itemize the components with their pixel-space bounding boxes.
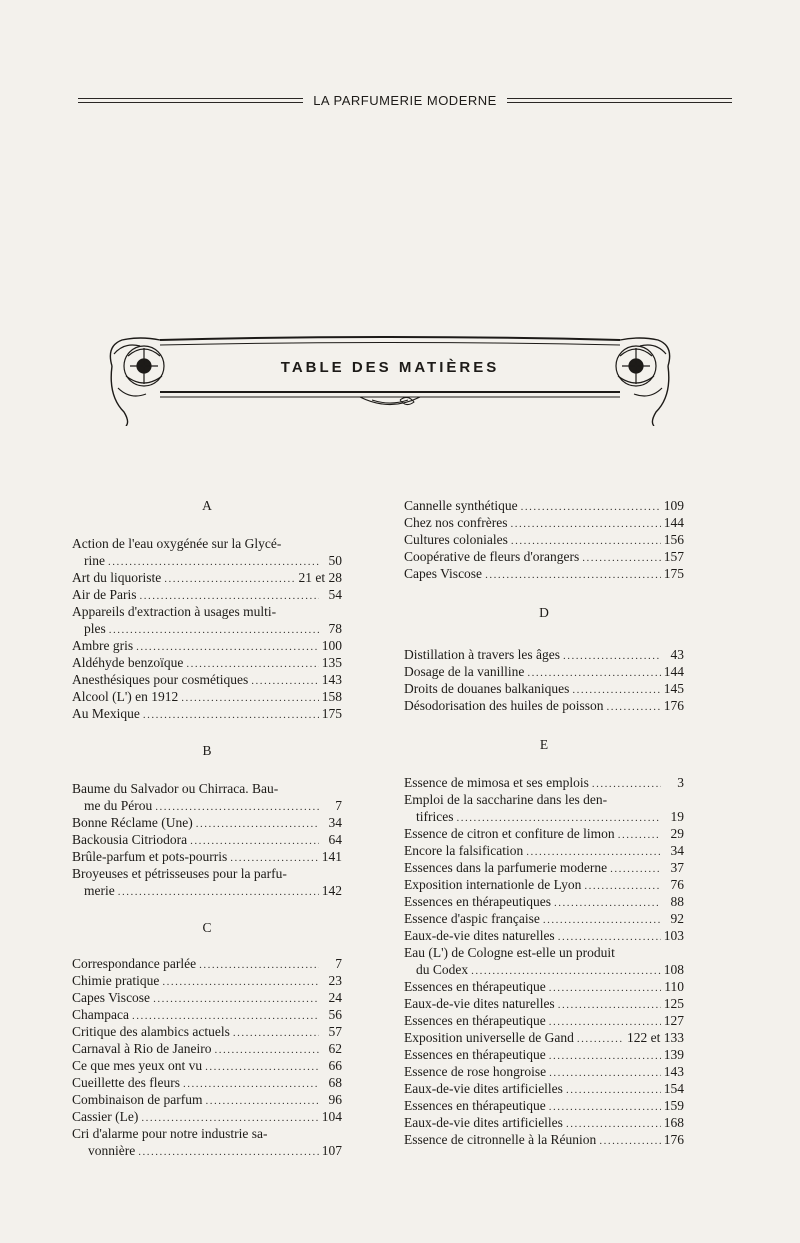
left-double-rule <box>78 98 303 103</box>
right-double-rule <box>507 98 732 103</box>
toc-entry: tifrices ..... 19 <box>404 808 684 825</box>
section-letter-d: D <box>539 605 549 620</box>
toc-entry: Cassier (Le) ..... 104 <box>72 1108 342 1125</box>
toc-entry: Exposition internationle de Lyon ..... 76 <box>404 876 684 893</box>
toc-entry: Essences dans la parfumerie moderne ..... 37 <box>404 859 684 876</box>
toc-entry: Chez nos confrères ..... 144 <box>404 514 684 531</box>
toc-entry: Essence de citron et confiture de limon ..... 29 <box>404 825 684 842</box>
toc-entry: Essence de rose hongroise ..... 143 <box>404 1063 684 1080</box>
toc-entry: Correspondance parlée ..... 7 <box>72 955 342 972</box>
toc-entry: Au Mexique ..... 175 <box>72 705 342 722</box>
toc-entry: Cultures coloniales ..... 156 <box>404 531 684 548</box>
section-letter-a: A <box>202 498 212 513</box>
toc-entry: Essence d'aspic française ..... 92 <box>404 910 684 927</box>
toc-entry: Encore la falsification ..... 34 <box>404 842 684 859</box>
toc-entry: Essences en thérapeutique ..... 110 <box>404 978 684 995</box>
toc-entry: Combinaison de parfum ..... 96 <box>72 1091 342 1108</box>
toc-entry: Eaux-de-vie dites naturelles ..... 125 <box>404 995 684 1012</box>
toc-entry: Art du liquoriste ..... 21 et 28 <box>72 569 342 586</box>
toc-entry: Chimie pratique ..... 23 <box>72 972 342 989</box>
toc-entry: Cannelle synthétique ..... 109 <box>404 497 684 514</box>
toc-entry: Essence de mimosa et ses emplois ..... 3 <box>404 774 684 791</box>
toc-entry: Backousia Citriodora ..... 64 <box>72 831 342 848</box>
section-letter-c: C <box>202 920 212 935</box>
entry-line1: Appareils d'extraction à usages multi- <box>72 604 277 619</box>
toc-entry: du Codex ..... 108 <box>404 961 684 978</box>
ornamental-frame <box>100 326 680 426</box>
toc-entry: Eaux-de-vie dites artificielles ..... 154 <box>404 1080 684 1097</box>
title-banner <box>100 326 680 426</box>
section-letter-e: E <box>539 737 549 752</box>
toc-entry: Ambre gris ..... 100 <box>72 637 342 654</box>
entry-line1: Emploi de la saccharine dans les den- <box>404 792 608 807</box>
toc-entry: Alcool (L') en 1912 ..... 158 <box>72 688 342 705</box>
toc-entry: Anesthésiques pour cosmétiques ..... 143 <box>72 671 342 688</box>
toc-entry: Critique des alambics actuels ..... 57 <box>72 1023 342 1040</box>
toc-entry: Essences en thérapeutique ..... 127 <box>404 1012 684 1029</box>
entry-line1: Baume du Salvador ou Chirraca. Bau- <box>72 781 279 796</box>
section-letter-b: B <box>202 743 212 758</box>
toc-entry: Champaca ..... 56 <box>72 1006 342 1023</box>
toc-entry: Distillation à travers les âges ..... 43 <box>404 646 684 663</box>
left-column <box>72 497 342 1159</box>
toc-entry: Essences en thérapeutique ..... 139 <box>404 1046 684 1063</box>
banner-title: TABLE DES MATIÈRES <box>280 359 500 376</box>
toc-entry: Ce que mes yeux ont vu ..... 66 <box>72 1057 342 1074</box>
toc-entry: Essence de citronnelle à la Réunion ..... 176 <box>404 1131 684 1148</box>
toc-entry: Essences en thérapeutique ..... 159 <box>404 1097 684 1114</box>
toc-entry: Eaux-de-vie dites naturelles ..... 103 <box>404 927 684 944</box>
toc-entry: Capes Viscose ..... 24 <box>72 989 342 1006</box>
toc-entry: ples ..... 78 <box>72 620 342 637</box>
running-head-title: LA PARFUMERIE MODERNE <box>313 92 497 108</box>
toc-entry: Essences en thérapeutiques ..... 88 <box>404 893 684 910</box>
toc-entry: Exposition universelle de Gand ..... 122 et 133 <box>404 1029 684 1046</box>
toc-entry: merie ..... 142 <box>72 882 342 899</box>
right-column <box>404 497 684 1148</box>
toc-entry: Dosage de la vanilline ..... 144 <box>404 663 684 680</box>
toc-entry: Désodorisation des huiles de poisson ..... 176 <box>404 697 684 714</box>
toc-entry: rine ..... 50 <box>72 552 342 569</box>
running-head <box>78 90 732 110</box>
toc-entry: Carnaval à Rio de Janeiro ..... 62 <box>72 1040 342 1057</box>
entry-line1: Action de l'eau oxygénée sur la Glycé- <box>72 536 282 551</box>
toc-entry: Air de Paris ..... 54 <box>72 586 342 603</box>
toc-entry: Capes Viscose ..... 175 <box>404 565 684 582</box>
toc-entry: Brûle-parfum et pots-pourris ..... 141 <box>72 848 342 865</box>
toc-entry: me du Pérou ..... 7 <box>72 797 342 814</box>
toc-entry: Coopérative de fleurs d'orangers ..... 157 <box>404 548 684 565</box>
entry-line1: Broyeuses et pétrisseuses pour la parfu- <box>72 866 287 881</box>
entry-line1: Cri d'alarme pour notre industrie sa- <box>72 1126 268 1141</box>
toc-entry: vonnière ..... 107 <box>72 1142 342 1159</box>
entry-line1: Eau (L') de Cologne est-elle un produit <box>404 945 615 960</box>
toc-entry: Bonne Réclame (Une) ..... 34 <box>72 814 342 831</box>
toc-entry: Aldéhyde benzoïque ..... 135 <box>72 654 342 671</box>
toc-entry: Droits de douanes balkaniques ..... 145 <box>404 680 684 697</box>
toc-entry: Eaux-de-vie dites artificielles ..... 168 <box>404 1114 684 1131</box>
toc-entry: Cueillette des fleurs ..... 68 <box>72 1074 342 1091</box>
